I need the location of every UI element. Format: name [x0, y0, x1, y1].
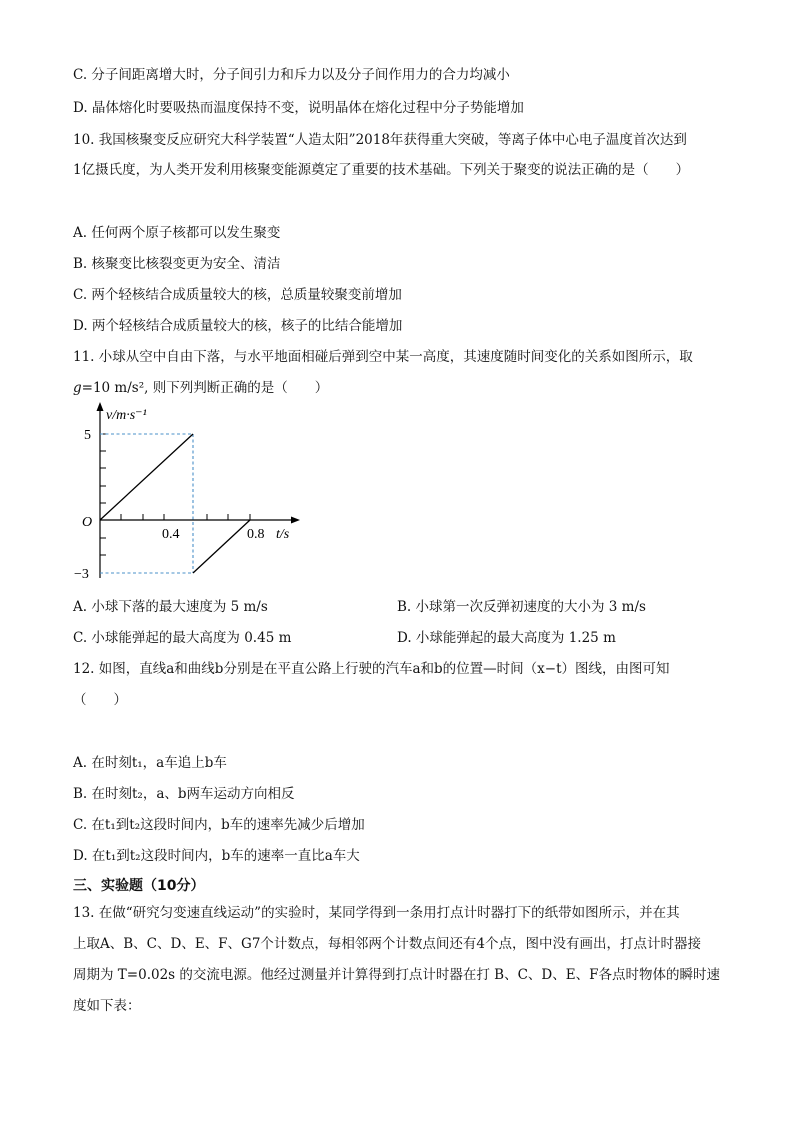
q12-stem-line2: （ ） — [73, 692, 127, 708]
graph-tick-5: 5 — [84, 428, 91, 443]
q9-option-d: D. 晶体熔化时要吸热而温度保持不变，说明晶体在熔化过程中分子势能增加 — [73, 100, 524, 116]
graph-origin: O — [82, 515, 93, 530]
q11-stem-line2 — [73, 379, 328, 397]
graph-x-ticks — [121, 514, 250, 520]
graph-tick-0.8: 0.8 — [247, 527, 265, 542]
q10-option-a: A. 任何两个原子核都可以发生聚变 — [73, 225, 281, 241]
q11-stem-line1: 11. 小球从空中自由下落，与水平地面相碰后弹到空中某一高度，其速度随时间变化的关系如图所示，取 — [73, 349, 693, 365]
q10-stem-line1: 10. 我国核聚变反应研究大科学装置“人造太阳”2018年获得重大突破，等离子体中心电子温度首次达到 — [73, 132, 687, 148]
q10-option-d: D. 两个轻核结合成质量较大的核，核子的比结合能增加 — [73, 318, 403, 334]
q13-line1: 13. 在做“研究匀变速直线运动”的实验时，某同学得到一条用打点计时器打下的纸带如图所示，并在其 — [73, 905, 680, 921]
q11-option-b: B. 小球第一次反弹初速度的大小为 3 m/s — [397, 599, 646, 615]
q12-option-c: C. 在t₁到t₂这段时间内，b车的速率先减少后增加 — [73, 817, 365, 833]
graph-tick-0.4: 0.4 — [162, 527, 180, 542]
graph-y-ticks — [100, 434, 106, 555]
q13-line2: 上取A、B、C、D、E、F、G7个计数点，每相邻两个计数点间还有4个点，图中没有画出，打点计时器接 — [73, 936, 702, 952]
q11-stem-line2-rest: =10 m/s², 则下列判断正确的是（ ） — [81, 380, 329, 396]
q11-velocity-time-graph — [70, 400, 310, 590]
graph-tick-neg3: −3 — [74, 567, 89, 582]
q13-line4: 度如下表： — [73, 998, 141, 1014]
graph-x-axis-arrow — [291, 517, 300, 524]
q12-option-d: D. 在t₁到t₂这段时间内，b车的速率一直比a车大 — [73, 848, 360, 864]
graph-y-label: v/m·s⁻¹ — [106, 408, 147, 423]
q10-stem-line2: 1亿摄氏度，为人类开发利用核聚变能源奠定了重要的技术基础。下列关于聚变的说法正确的是（ ） — [73, 162, 690, 178]
graph-dashed-guides — [100, 434, 193, 573]
q10-option-c: C. 两个轻核结合成质量较大的核，总质量较聚变前增加 — [73, 287, 402, 303]
q13-line3: 周期为 T=0.02s 的交流电源。他经过测量并计算得到打点计时器在打 B、C、D、E、F各点时物体的瞬时速 — [73, 967, 720, 983]
graph-fall-segment — [100, 434, 193, 520]
graph-y-axis-arrow — [97, 402, 104, 411]
q11-option-d: D. 小球能弹起的最大高度为 1.25 m — [397, 630, 616, 646]
section-3-heading: 三、实验题（10分） — [73, 878, 205, 894]
graph-x-label: t/s — [276, 527, 290, 542]
q12-option-b: B. 在时刻t₂，a、b两车运动方向相反 — [73, 786, 295, 802]
graph-rebound-segment — [193, 520, 250, 573]
q11-g-symbol: g — [73, 380, 82, 396]
q12-option-a: A. 在时刻t₁，a车追上b车 — [73, 755, 227, 771]
q12-stem-line1: 12. 如图，直线a和曲线b分别是在平直公路上行驶的汽车a和b的位置—时间（x−t）图线，由图可知 — [73, 661, 670, 677]
q11-option-a: A. 小球下落的最大速度为 5 m/s — [73, 599, 268, 615]
q9-option-c: C. 分子间距离增大时，分子间引力和斥力以及分子间作用力的合力均减小 — [73, 67, 510, 83]
q11-option-c: C. 小球能弹起的最大高度为 0.45 m — [73, 630, 292, 646]
q10-option-b: B. 核聚变比核裂变更为安全、清洁 — [73, 256, 281, 272]
